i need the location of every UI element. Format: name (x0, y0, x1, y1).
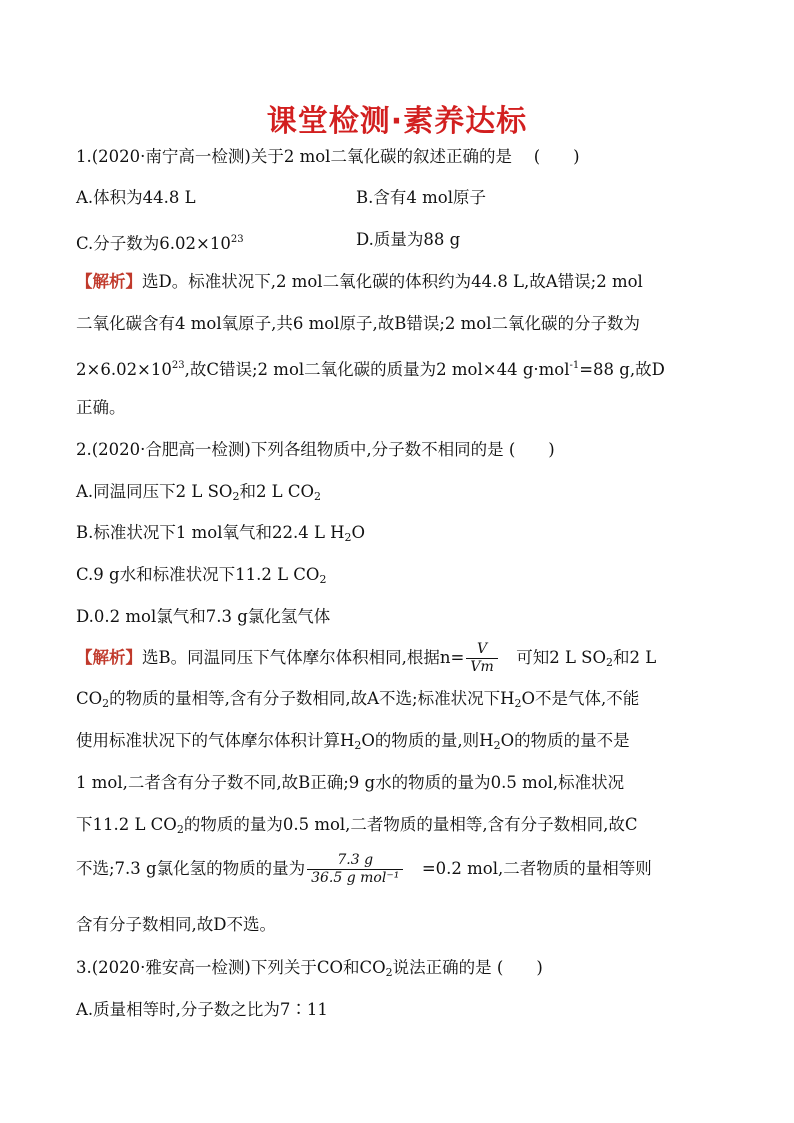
q2-option-d: D.0.2 mol氯气和7.3 g氯化氢气体 (76, 607, 331, 626)
q2-option-a: A.同温同压下2 L $SO_2$和2 L $CO_2$ (76, 482, 322, 503)
q2-analysis-line-5: 下11.2 L $CO_2$的物质的量为0.5 mol,二者物质的量相等,含有分子数相同,故C (76, 815, 638, 836)
q2-analysis-line-2: $CO_2$的物质的量相等,含有分子数相同,故A不选;标准状况下$H_2O$不是气体,不能 (76, 689, 640, 710)
q3-option-a: A.质量相等时,分子数之比为7∶11 (76, 1000, 328, 1019)
page-title: 课堂检测·素养达标 (266, 104, 528, 139)
q2-stem: 2.(2020·合肥高一检测)下列各组物质中,分子数不相同的是 ( ) (76, 440, 555, 459)
q2-analysis-line-3: 使用标准状况下的气体摩尔体积计算$H_2O$的物质的量,则$H_2O$的物质的量不是 (76, 731, 630, 752)
q3-stem: 3.(2020·雅安高一检测)下列关于CO和$CO_2$说法正确的是 ( ) (76, 958, 543, 979)
q2-analysis-line-1: 【解析】选B。同温同压下气体摩尔体积相同,根据n= $\frac{V}{Vm}$ 可知2 L $SO_2$和2 L (76, 641, 657, 675)
q1-stem: 1.(2020·南宁高一检测)关于2 mol二氧化碳的叙述正确的是 ( ) (76, 147, 580, 166)
q2-option-c: C.9 g水和标准状况下11.2 L $CO_2$ (76, 565, 327, 586)
q1-analysis-line-1: 【解析】选D。标准状况下,2 mol二氧化碳的体积约为44.8 L,故A错误;2 mol (76, 272, 643, 291)
q1-analysis-line-4: 正确。 (76, 398, 126, 417)
q2-option-b: B.标准状况下1 mol氧气和22.4 L $H_2O$ (76, 523, 366, 544)
q1-option-d: D.质量为88 g (356, 230, 461, 249)
q1-option-a: A.体积为44.8 L (76, 188, 196, 207)
analysis-tag: 【解析】 (76, 272, 142, 291)
q2-analysis-line-6: 不选;7.3 g氯化氢的物质的量为 $\frac{7.3 g}{\text{36.5 g mol⁻¹}}$ =0.2 mol,二者物质的量相等则 (76, 852, 652, 886)
q1-analysis-line-3: $2\times 6.02\times 10^{23}$,故C错误;2 mol二氧化碳的质量为2 mol×44 g·mol$^{-1}$=88 g,故D (76, 360, 665, 379)
q2-analysis-line-4: 1 mol,二者含有分子数不同,故B正确;9 g水的物质的量为0.5 mol,标准状况 (76, 773, 625, 792)
analysis-tag: 【解析】 (76, 648, 142, 667)
q1-analysis-line-2: 二氧化碳含有4 mol氧原子,共6 mol原子,故B错误;2 mol二氧化碳的分子数为 (76, 314, 640, 333)
fraction-v-over-vm: $\frac{V}{Vm}$ (466, 641, 497, 676)
q1-option-c: C.分子数为$6.02\times 10^{23}$ (76, 234, 244, 253)
q2-analysis-line-7: 含有分子数相同,故D不选。 (76, 915, 276, 934)
q1-option-b: B.含有4 mol原子 (356, 188, 486, 207)
fraction-mass-over-molar-mass: $\frac{7.3 g}{\text{36.5 g mol⁻¹}}$ (307, 852, 403, 887)
